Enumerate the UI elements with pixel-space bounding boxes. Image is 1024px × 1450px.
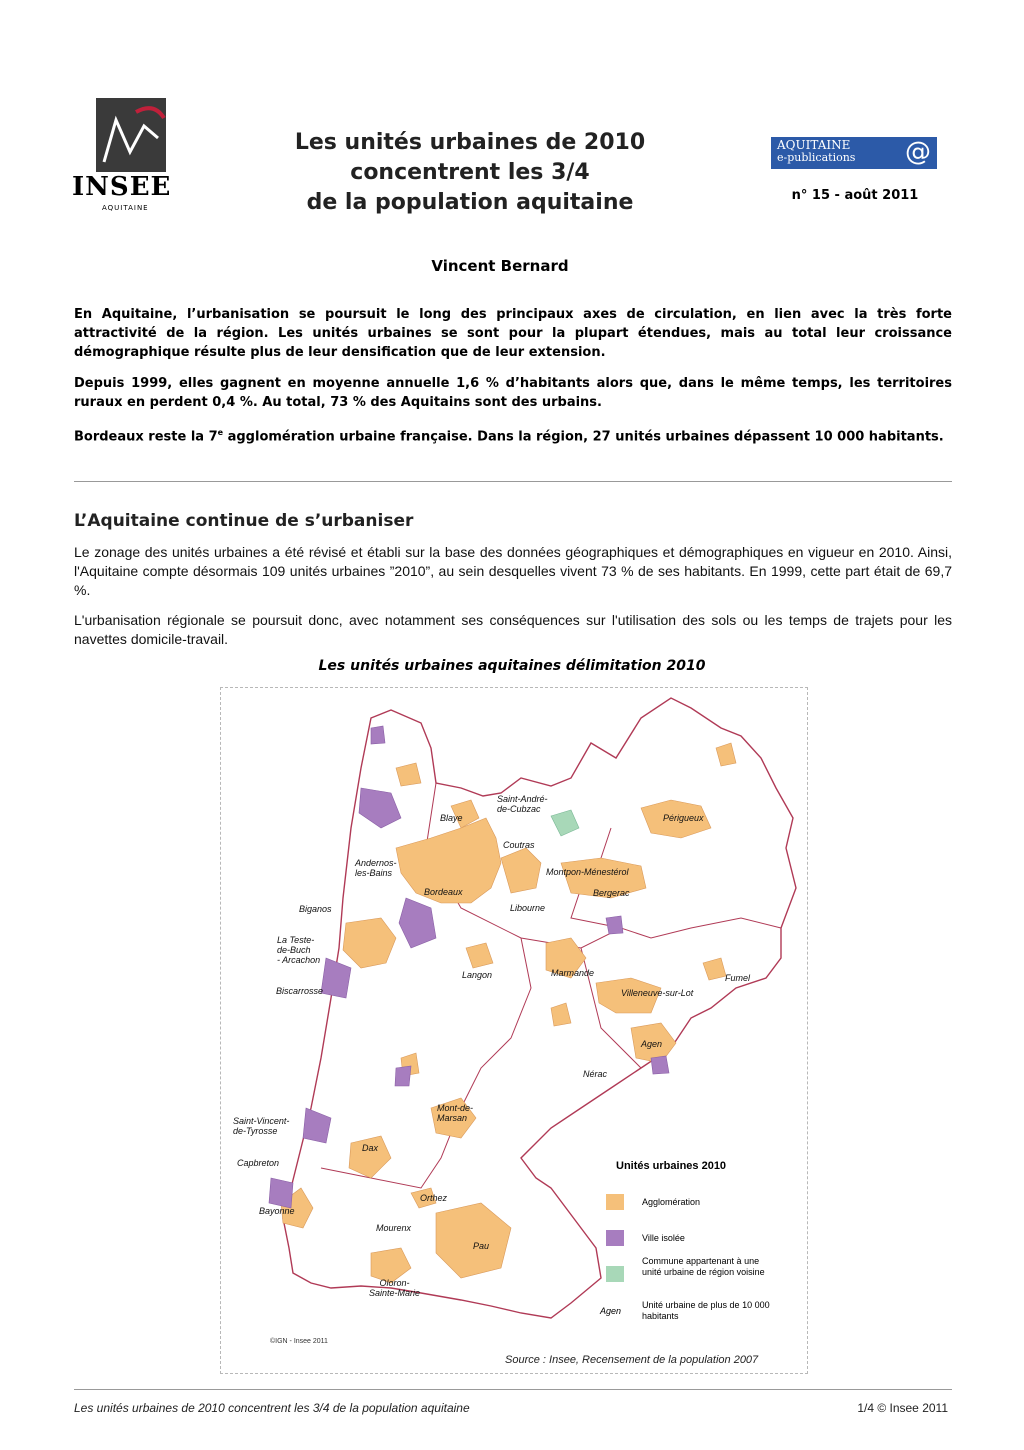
map-label: Dax — [362, 1143, 379, 1153]
badge-subtitle: e-publications — [777, 151, 856, 164]
map-label: Villeneuve-sur-Lot — [621, 988, 694, 998]
footer-page: 1/4 © Insee 2011 — [857, 1401, 948, 1415]
abstract-text: agglomération urbaine française. Dans la région, 27 unités urbaines dépassent 10 000 habitants. — [223, 429, 944, 445]
legend-title: Unités urbaines 2010 — [616, 1160, 727, 1172]
map-label: Bergerac — [593, 888, 630, 898]
legend-sample: Agen — [600, 1306, 622, 1316]
map-label: Nérac — [583, 1069, 608, 1079]
legend-label: Ville isolée — [642, 1233, 685, 1243]
at-sign-icon: @ — [905, 137, 931, 167]
logo-subtitle: AQUITAINE — [102, 204, 149, 212]
map-title: Les unités urbaines aquitaines délimitation 2010 — [318, 658, 706, 674]
page-title — [260, 128, 680, 218]
legend-label: Agglomération — [642, 1197, 701, 1207]
publication-badge — [771, 137, 937, 169]
section-heading: L’Aquitaine continue de s’urbaniser — [74, 511, 414, 531]
divider — [74, 481, 952, 482]
map-label: Biganos — [299, 904, 332, 914]
map-label: Orthez — [420, 1193, 448, 1203]
map-label: Bayonne — [259, 1206, 295, 1216]
footer-title: Les unités urbaines de 2010 concentrent les 3/4 de la population aquitaine — [74, 1401, 470, 1415]
map-label: Langon — [462, 970, 493, 980]
legend-swatch-commune-voisine — [606, 1266, 624, 1282]
map-label: Pau — [473, 1241, 490, 1251]
abstract-paragraph: En Aquitaine, l’urbanisation se poursuit le long des principaux axes de circulation, en lien avec la très forte attractivité de la région. Les unités urbaines se sont pour la plupart étendues, mais au total leur croissance démographique résulte plus de leur densification que de leur extension. — [74, 307, 952, 360]
map-label: Andernos- les-Bains — [355, 858, 397, 878]
map-label: Oloron- Sainte-Marie — [369, 1278, 421, 1298]
title-line: Les unités urbaines de 2010 — [294, 130, 646, 155]
badge-name: AQUITAINE — [777, 138, 851, 152]
title-line: concentrent les 3/4 — [350, 160, 590, 185]
map-credit: ©IGN - Insee 2011 — [270, 1338, 328, 1345]
map-source: Source : Insee, Recensement de la population 2007 — [505, 1354, 759, 1366]
map-label: Saint-André- de-Cubzac — [497, 794, 548, 814]
map-label: Libourne — [510, 903, 546, 913]
isolee-area — [606, 916, 623, 934]
logo-word: INSEE — [72, 172, 172, 202]
legend-label: Unité urbaine de plus de 10 000 habitants — [642, 1300, 770, 1321]
map-label: Mourenx — [376, 1223, 412, 1233]
map-label: Coutras — [503, 840, 535, 850]
map-label: Saint-Vincent- de-Tyrosse — [233, 1116, 290, 1136]
body-paragraph: L'urbanisation régionale se poursuit donc, avec notamment ses conséquences sur l'utilisation des sols ou les temps de trajets pour les navettes domicile-travail. — [74, 612, 952, 647]
map-label: La Teste- de-Buch - Arcachon — [277, 935, 321, 965]
divider — [74, 1389, 952, 1390]
insee-logo — [72, 98, 172, 216]
map-label: Capbreton — [237, 1158, 280, 1168]
issue-number: n° 15 - août 2011 — [791, 188, 919, 203]
title-line: de la population aquitaine — [306, 190, 634, 215]
map-label: Agen — [641, 1039, 663, 1049]
superscript: e — [217, 428, 224, 437]
legend-swatch-agglomeration — [606, 1194, 624, 1210]
map-label: Blaye — [440, 813, 463, 823]
legend-swatch-ville-isolee — [606, 1230, 624, 1246]
map-label: Fumel — [725, 973, 751, 983]
abstract-text: Bordeaux reste la 7 — [74, 429, 218, 445]
legend-label: Commune appartenant à une unité urbaine de région voisine — [642, 1256, 765, 1277]
map-label: Montpon-Ménestérol — [546, 867, 629, 877]
isolee-area — [651, 1056, 669, 1074]
map-label: Biscarrosse — [276, 986, 324, 996]
map-label: Périgueux — [663, 813, 704, 823]
logo-mark-icon — [96, 98, 166, 172]
abstract-paragraph — [74, 423, 952, 446]
isolee-area — [395, 1066, 411, 1086]
map-label: Mont-de- Marsan — [437, 1103, 474, 1123]
author-name: Vincent Bernard — [431, 257, 569, 275]
body-paragraph: Le zonage des unités urbaines a été révisé et établi sur la base des données géographiques et démographiques en vigueur en 2010. Ainsi, l'Aquitaine compte désormais 109 unités urbaines ”2010”, au sein desquelles vivent 73 % de ses habitants. En 1999, cette part était de 69,7 %. — [74, 544, 952, 598]
abstract-paragraph: Depuis 1999, elles gagnent en moyenne annuelle 1,6 % d’habitants alors que, dans le même temps, les territoires ruraux en perdent 0,4 %. Au total, 73 % des Aquitains sont des urbains. — [74, 376, 952, 410]
map-label: Marmande — [551, 968, 595, 978]
isolee-area — [269, 1178, 293, 1208]
isolee-area — [371, 726, 385, 744]
region-outline — [283, 698, 796, 1318]
map-label: Bordeaux — [424, 887, 463, 897]
